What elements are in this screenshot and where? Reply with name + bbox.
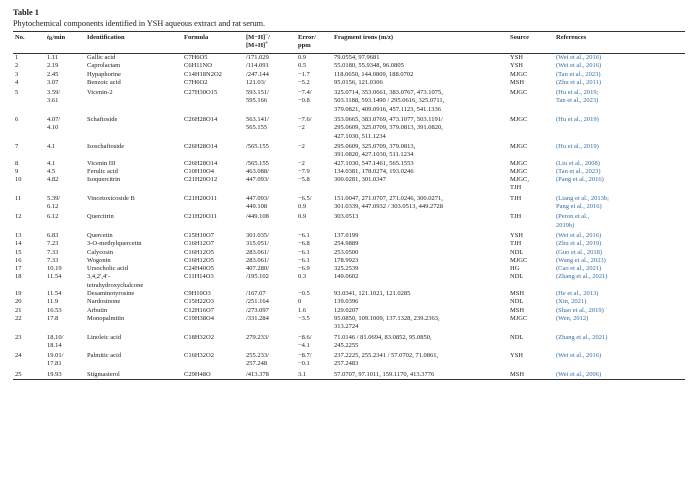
cell-formula: C21H20O11 <box>184 194 217 202</box>
table-row <box>13 79 685 87</box>
cell-error: −7.9 <box>298 167 310 175</box>
table-row <box>13 257 685 265</box>
cell-error: −0.5 <box>298 290 310 298</box>
cell-mass: /171.029 <box>246 54 269 61</box>
cell-mass: 283.061/ <box>246 256 269 264</box>
cell-identification: Vicenin III <box>87 159 116 167</box>
cell-source: MSH <box>510 306 525 314</box>
cell-no: 9 <box>15 167 19 175</box>
cell-source: YSH <box>510 231 524 239</box>
cell-identification: Stigmasterol <box>87 370 120 378</box>
cell-retention-time: 6.12 <box>47 213 59 221</box>
cell-no: 16 <box>15 256 22 264</box>
cell-retention-time: 4.1 <box>47 159 56 167</box>
cell-reference: (Zhu et al., 2019) <box>556 240 602 248</box>
header-no: No. <box>15 34 25 41</box>
cell-source: MSH <box>510 370 525 378</box>
cell-no: 15 <box>15 248 22 256</box>
header-mass: [M−H]−/ [M+H]+ <box>246 33 270 49</box>
cell-source: MSH <box>510 290 525 298</box>
cell-mass: /273.097 <box>246 306 269 314</box>
cell-formula: C12H16O7 <box>184 306 214 314</box>
cell-formula: C16H12O5 <box>184 256 214 264</box>
cell-retention-time: 2.19 <box>47 62 59 70</box>
cell-reference: (Wei et al., 2016) <box>556 352 602 360</box>
cell-no: 20 <box>15 298 22 306</box>
cell-mass: 315.051/ <box>246 240 269 248</box>
cell-no: 2 <box>15 62 19 70</box>
table-row <box>13 315 685 332</box>
cell-mass: 301.035/ <box>246 231 269 239</box>
cell-formula: C26H28O14 <box>184 142 218 150</box>
cell-source: MJGC <box>510 314 528 322</box>
cell-fragment-ions: 149.0602 <box>334 273 359 281</box>
cell-error: −5.8 <box>298 176 310 184</box>
cell-formula: C18H32O2 <box>184 333 214 341</box>
cell-fragment-ions: 178.9923 <box>334 256 359 264</box>
table-row <box>13 350 685 369</box>
cell-no: 11 <box>15 194 22 202</box>
cell-mass: /251.164 <box>246 298 269 306</box>
cell-source: NDL <box>510 273 524 281</box>
phytochemical-table <box>13 31 685 380</box>
table-body <box>13 54 685 380</box>
cell-retention-time: 3.07 <box>47 78 59 86</box>
cell-error: 1.6 <box>298 306 307 314</box>
cell-mass: /413.378 <box>246 370 269 378</box>
cell-formula: C29H48O <box>184 370 211 378</box>
cell-identification: Isoschaftoside <box>87 142 125 150</box>
table-row <box>13 265 685 273</box>
cell-source: MJGC <box>510 159 528 167</box>
cell-no: 12 <box>15 213 22 221</box>
cell-mass: 447.093/ 449.108 <box>246 194 269 211</box>
table-row <box>13 160 685 168</box>
cell-fragment-ions: 295.0609, 325.0709, 379.0813, 391.0820, 427.1030, 511.1234 <box>334 142 416 159</box>
cell-error: −8.6/ −4.1 <box>298 333 312 349</box>
cell-mass: /167.07 <box>246 290 266 298</box>
cell-reference: (Pang et al., 2016) <box>556 176 604 184</box>
table-container <box>13 8 685 380</box>
cell-error: −5.2 <box>298 78 310 86</box>
cell-fragment-ions: 57.0707, 97.1011, 159.1170, 413.3776 <box>334 370 435 378</box>
cell-source: YSH <box>510 62 524 70</box>
table-row <box>13 62 685 70</box>
table-row <box>13 176 685 193</box>
cell-identification: Benzoic acid <box>87 78 121 86</box>
cell-reference: (Peron et al., 2019b) <box>556 213 590 229</box>
cell-reference: (Zhang et al., 2021) <box>556 273 608 281</box>
cell-source: MJGC <box>510 89 528 97</box>
cell-identification: Desaminotyrosine <box>87 290 135 298</box>
cell-error: 0.9 <box>298 54 307 61</box>
cell-reference: (Hu et al., 2019; Tan et al., 2023) <box>556 89 599 105</box>
cell-retention-time: 18.10/ 18.14 <box>47 333 64 349</box>
cell-identification: Caprolactam <box>87 62 121 70</box>
cell-identification: Quercitrin <box>87 213 114 221</box>
cell-source: NDL <box>510 333 524 341</box>
cell-retention-time: 19.93 <box>47 370 62 378</box>
cell-formula: C15H10O7 <box>184 231 214 239</box>
table-row <box>13 230 685 240</box>
cell-error: 0.3 <box>298 273 307 281</box>
cell-source: HG <box>510 265 520 273</box>
table-row <box>13 369 685 380</box>
cell-error: 0.9 <box>298 213 307 221</box>
cell-error: −7.4/ −0.8 <box>298 89 312 105</box>
cell-error: −1.7 <box>298 70 310 78</box>
cell-no: 19 <box>15 290 22 298</box>
cell-source: TJH <box>510 240 522 248</box>
cell-no: 5 <box>15 89 19 97</box>
cell-identification: Hypaphorine <box>87 70 121 78</box>
header-error: Error/ ppm <box>298 34 316 49</box>
cell-retention-time: 4.1 <box>47 142 56 150</box>
cell-error: −6.1 <box>298 256 310 264</box>
header-fragment-ions: Fragment irons (m/z) <box>334 34 394 41</box>
cell-retention-time: 7.23 <box>47 240 59 248</box>
cell-formula: C21H20O12 <box>184 176 218 184</box>
cell-no: 18 <box>15 273 22 281</box>
cell-formula: C14H18N2O2 <box>184 70 222 78</box>
cell-fragment-ions: 118.0650, 144.0809, 188.0702 <box>334 70 414 78</box>
cell-reference: (Cao et al., 2021) <box>556 265 602 273</box>
cell-fragment-ions: 300.0281, 301.0347 <box>334 176 386 184</box>
table-row <box>13 249 685 257</box>
cell-reference: (Zhu et al., 2011) <box>556 78 602 86</box>
cell-formula: C9H10O3 <box>184 290 211 298</box>
cell-retention-time: 11.9 <box>47 298 59 306</box>
cell-formula: C16H12O5 <box>184 248 214 256</box>
cell-fragment-ions: 353.0665, 383.0769, 473.1077, 503.1191/ 295.0609, 325.0709, 379.0813, 391.0820, 427.1030, 511.1234 <box>334 116 443 140</box>
cell-identification: Arbutin <box>87 306 108 314</box>
cell-retention-time: 10.19 <box>47 265 62 273</box>
cell-reference: (Guo et al., 2018) <box>556 248 603 256</box>
cell-fragment-ions: 237.2225, 255.2341 / 57.0702, 71.0861, 257.2483 <box>334 352 439 368</box>
cell-source: MJGC <box>510 70 528 78</box>
cell-identification: Linoleic acid <box>87 333 122 341</box>
cell-retention-time: 4.07/ 4.10 <box>47 116 61 132</box>
cell-fragment-ions: 427.1030, 547.1461, 565.1553 <box>334 159 414 167</box>
cell-mass: 463.088/ <box>246 167 269 175</box>
cell-fragment-ions: 95.0156, 121.0306 <box>334 78 383 86</box>
cell-formula: C26H28O14 <box>184 116 218 124</box>
cell-reference: (Hu et al., 2019) <box>556 142 599 150</box>
cell-source: MJGC, TJH <box>510 176 529 192</box>
cell-fragment-ions: 93.0341, 121.1021, 121.0285 <box>334 290 411 298</box>
table-row <box>13 332 685 351</box>
cell-no: 23 <box>15 333 22 341</box>
cell-error: 0.5 <box>298 62 307 70</box>
cell-fragment-ions: 325.0714, 353.0661, 383.0767, 473.1075, 503.1188, 593.1490 / 295.0616, 325.0711, 379.0821, 409.0916, 457.1123, 541.1336 <box>334 89 445 113</box>
cell-mass: /114.091 <box>246 62 269 70</box>
cell-no: 21 <box>15 306 22 314</box>
table-row <box>13 193 685 212</box>
cell-mass: 447.093/ <box>246 176 269 184</box>
cell-fragment-ions: 151.0047, 271.0707, 271.0246, 300.0271, 301.0339, 447.0932 / 303.0513, 449.2728 <box>334 194 444 211</box>
cell-reference: (Liang et al., 2013b; Pang et al., 2016) <box>556 194 609 211</box>
cell-error: −2 <box>298 142 305 150</box>
table-row <box>13 87 685 114</box>
cell-mass: 407.280/ <box>246 265 269 273</box>
cell-no: 6 <box>15 116 19 124</box>
header-source: Source <box>510 34 530 41</box>
cell-reference: (Hu et al., 2019) <box>556 116 599 124</box>
cell-mass: /449.108 <box>246 213 269 221</box>
cell-no: 1 <box>15 54 19 61</box>
cell-identification: Monopalmitin <box>87 314 125 322</box>
cell-error: −7.6/ −2 <box>298 116 312 132</box>
cell-mass: 279.233/ <box>246 333 269 341</box>
cell-fragment-ions: 134.0381, 178.0274, 193.0246 <box>334 167 414 175</box>
cell-error: −6.5/ 0.9 <box>298 194 312 211</box>
cell-formula: C16H32O2 <box>184 352 214 360</box>
cell-error: −3.5 <box>298 314 310 322</box>
cell-identification: Vincetoxicoside B <box>87 194 135 202</box>
cell-reference: (Wang et al., 2023) <box>556 256 606 264</box>
table-row <box>13 240 685 248</box>
cell-identification: Nardosinone <box>87 298 121 306</box>
cell-source: MJGC <box>510 142 528 150</box>
cell-fragment-ions: 71.0146 / 81.0694, 83.0852, 95.0850, 245.2255 <box>334 333 432 349</box>
table-caption: Phytochemical components identified in YSH aqueous extract and rat serum. <box>13 19 266 28</box>
cell-error: −6.1 <box>298 248 310 256</box>
header-row <box>13 32 685 54</box>
cell-formula: C26H28O14 <box>184 159 218 167</box>
header-retention-time: $t_R/\min$ <box>47 34 66 42</box>
cell-source: MJGC <box>510 116 528 124</box>
cell-retention-time: 2.45 <box>47 70 59 78</box>
cell-retention-time: 7.33 <box>47 256 59 264</box>
cell-no: 8 <box>15 159 19 167</box>
cell-formula: C27H30O15 <box>184 89 218 97</box>
cell-error: −8.7/ −0.1 <box>298 352 312 368</box>
cell-formula: C24H40O5 <box>184 265 214 273</box>
cell-formula: C15H22O3 <box>184 298 214 306</box>
cell-retention-time: 7.33 <box>47 248 59 256</box>
cell-reference: (Tan et al., 2023) <box>556 167 601 175</box>
cell-source: TJH <box>510 194 522 202</box>
table-label: Table 1 <box>13 8 39 17</box>
cell-identification: 3,4,2′,4′- tetrahydroxychalcone <box>87 273 144 289</box>
cell-no: 17 <box>15 265 22 273</box>
cell-retention-time: 4.82 <box>47 176 59 184</box>
cell-identification: Schaftoside <box>87 116 118 124</box>
cell-retention-time: 19.01/ 17.81 <box>47 352 64 368</box>
cell-reference: (Tan et al., 2023) <box>556 70 601 78</box>
cell-identification: Ferulic acid <box>87 167 118 175</box>
cell-retention-time: 5.39/ 6.12 <box>47 194 61 211</box>
cell-retention-time: 4.5 <box>47 167 56 175</box>
table-row <box>13 298 685 306</box>
cell-retention-time: 17.8 <box>47 314 59 322</box>
cell-identification: 3-O-methylquercetin <box>87 240 142 248</box>
cell-mass: /195.102 <box>246 273 269 281</box>
cell-identification: Gallic acid <box>87 54 116 61</box>
cell-formula: C19H38O4 <box>184 314 214 322</box>
cell-mass: /331.284 <box>246 314 269 322</box>
cell-identification: Isoquercitrin <box>87 176 121 184</box>
cell-mass: 593.151/ 595.166 <box>246 89 269 105</box>
header-references: References <box>556 34 587 41</box>
cell-identification: Wogonin <box>87 256 111 264</box>
cell-fragment-ions: 303.0513 <box>334 213 359 221</box>
table-row <box>13 141 685 160</box>
cell-mass: /247.144 <box>246 70 269 78</box>
cell-no: 13 <box>15 231 22 239</box>
cell-no: 3 <box>15 70 19 78</box>
cell-source: YSH <box>510 352 524 360</box>
cell-formula: C7H6O2 <box>184 78 208 86</box>
cell-reference: (Wei et al., 2016) <box>556 231 602 239</box>
cell-source: NDL <box>510 248 524 256</box>
cell-mass: 563.141/ 565.155 <box>246 116 269 132</box>
table-row <box>13 71 685 79</box>
cell-fragment-ions: 254.9889 <box>334 240 359 248</box>
cell-error: 0 <box>298 298 302 306</box>
cell-identification: Calycosin <box>87 248 113 256</box>
cell-no: 7 <box>15 142 19 150</box>
cell-source: MJGC <box>510 167 528 175</box>
cell-mass: 255.233/ 257.248 <box>246 352 269 368</box>
cell-formula: C10H10O4 <box>184 167 214 175</box>
cell-retention-time: 3.59/ 3.61 <box>47 89 61 105</box>
cell-retention-time: 11.54 <box>47 290 62 298</box>
cell-fragment-ions: 95.0850, 109.1009, 137.1328, 239.2363, 313.2724 <box>334 314 440 331</box>
cell-identification: Ursocholic acid <box>87 265 128 273</box>
cell-formula: C6H11NO <box>184 62 212 70</box>
cell-fragment-ions: 137.0199 <box>334 231 359 239</box>
cell-error: −6.8 <box>298 240 310 248</box>
cell-reference: (Liu et al., 2008) <box>556 159 600 167</box>
cell-no: 4 <box>15 78 19 86</box>
cell-source: YSH <box>510 54 524 61</box>
cell-retention-time: 11.54 <box>47 273 62 281</box>
cell-mass: /565.155 <box>246 142 269 150</box>
header-formula: Formula <box>184 34 209 41</box>
cell-fragment-ions: 139.0396 <box>334 298 359 306</box>
cell-retention-time: 6.83 <box>47 231 59 239</box>
cell-reference: (Wei et al., 2016) <box>556 62 602 70</box>
table-row <box>13 307 685 315</box>
cell-mass: 283.061/ <box>246 248 269 256</box>
cell-reference: (He et al., 2013) <box>556 290 599 298</box>
cell-reference: (Wei et al., 2016) <box>556 54 602 61</box>
cell-error: −6.9 <box>298 265 310 273</box>
cell-no: 14 <box>15 240 22 248</box>
cell-fragment-ions: 325.2539 <box>334 265 359 273</box>
cell-retention-time: 16.53 <box>47 306 62 314</box>
cell-error: 3.1 <box>298 370 307 378</box>
cell-fragment-ions: 129.0207 <box>334 306 359 314</box>
table-row <box>13 54 685 63</box>
table-row <box>13 273 685 290</box>
table-row <box>13 114 685 141</box>
cell-formula: C21H20O11 <box>184 213 217 221</box>
cell-source: NDL <box>510 298 524 306</box>
cell-formula: C7H6O5 <box>184 54 208 61</box>
cell-mass: /565.155 <box>246 159 269 167</box>
cell-no: 10 <box>15 176 22 184</box>
cell-formula: C11H14O3 <box>184 273 214 281</box>
cell-no: 25 <box>15 370 22 378</box>
table-row <box>13 211 685 230</box>
cell-source: MJGC <box>510 256 528 264</box>
header-identification: Identification <box>87 34 125 41</box>
cell-reference: (Wen, 2012) <box>556 314 589 322</box>
cell-source: MSH <box>510 78 525 86</box>
cell-error: −2 <box>298 159 305 167</box>
cell-identification: Quercetin <box>87 231 113 239</box>
cell-fragment-ions: 253.0500 <box>334 248 359 256</box>
cell-mass: 121.03/ <box>246 78 266 86</box>
cell-retention-time: 1.11 <box>47 54 59 61</box>
cell-source: TJH <box>510 213 522 221</box>
cell-no: 22 <box>15 314 22 322</box>
cell-reference: (Xin, 2021) <box>556 298 587 306</box>
cell-formula: C16H12O7 <box>184 240 214 248</box>
cell-identification: Palmitic acid <box>87 352 122 360</box>
cell-reference: (Shao et al., 2019) <box>556 306 604 314</box>
cell-no: 24 <box>15 352 22 360</box>
cell-identification: Vicenin-2 <box>87 89 113 97</box>
cell-reference: (Wei et al., 2006) <box>556 370 602 378</box>
cell-fragment-ions: 79.0554, 97.9681 <box>334 54 380 61</box>
table-row <box>13 290 685 298</box>
cell-error: −6.1 <box>298 231 310 239</box>
cell-fragment-ions: 55.0180, 55.9348, 96.0805 <box>334 62 404 70</box>
table-row <box>13 168 685 176</box>
cell-reference: (Zhang et al., 2021) <box>556 333 608 341</box>
